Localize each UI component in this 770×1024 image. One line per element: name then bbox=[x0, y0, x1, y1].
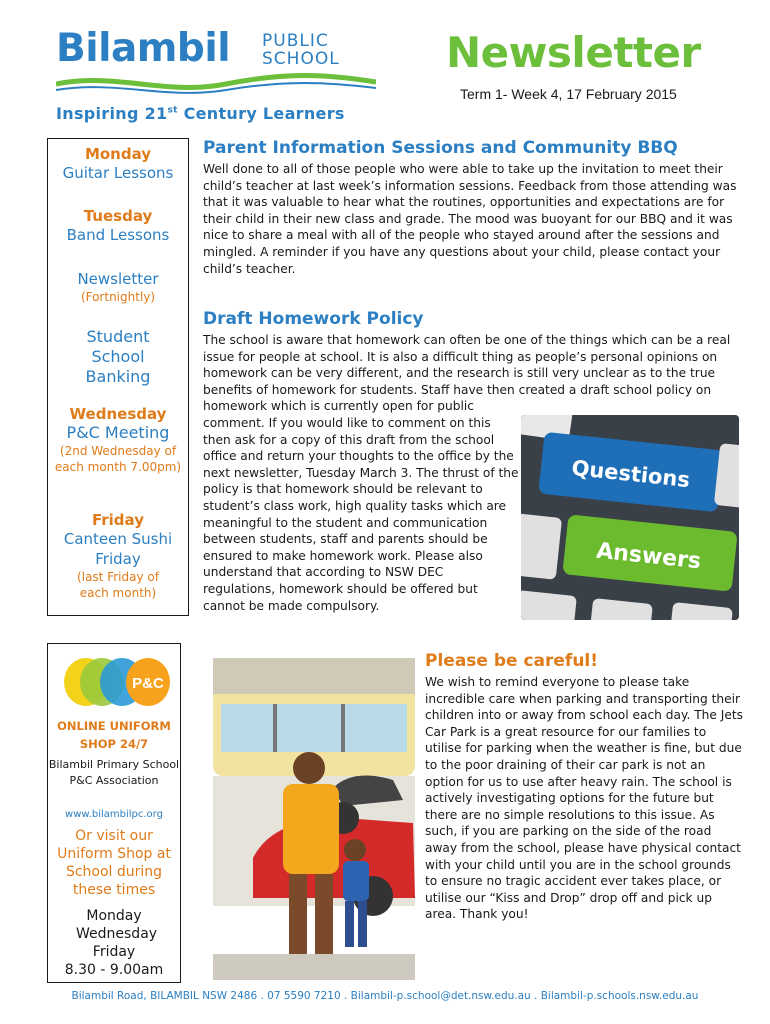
logo-name: Bilambil bbox=[56, 26, 231, 71]
svg-text:Questions: Questions bbox=[570, 455, 692, 493]
keyboard-keys-icon bbox=[521, 415, 739, 620]
svg-text:Answers: Answers bbox=[595, 538, 703, 575]
uniform-website-link[interactable]: www.bilambilpc.org bbox=[65, 809, 163, 820]
newsletter-date: Term 1- Week 4, 17 February 2015 bbox=[460, 86, 677, 102]
article-title-homework: Draft Homework Policy bbox=[203, 309, 424, 329]
uniform-org: Bilambil Primary School P&C Association bbox=[48, 758, 180, 787]
uniform-title: ONLINE UNIFORM SHOP 24/7 bbox=[57, 719, 171, 751]
footer-contact: Bilambil Road, BILAMBIL NSW 2486 . 07 5590 7210 . Bilambil-p.school@det.nsw.edu.au . Bilambil-p.schools.nsw.edu.au bbox=[71, 990, 699, 1002]
uniform-shop-box bbox=[47, 643, 181, 983]
calendar-banking: Student School Banking bbox=[85, 327, 151, 386]
calendar-tuesday: Tuesday Band Lessons bbox=[66, 207, 170, 244]
school-logo bbox=[56, 26, 386, 106]
questions-answers-image bbox=[521, 415, 739, 620]
newsletter-title: Newsletter bbox=[446, 28, 701, 77]
article-body-be-careful: We wish to remind everyone to please take incredible care when parking and transporting their children into or away from school each day. The Jets Car Park is a great resource for our families to utilise for parking when the weather is fine, but due to the poor draining of their car park is not an option for us to use after heavy rain. The school is actively investigating options for the future but there are no simple resolutions to this issue. As such, if you are parking on the side of the road away from the school, please have physical contact with your child until you are in the school grounds to ensure no tragic accident ever takes place, or utilise our “Kiss and Drop” drop off and pick up area. Thank you! bbox=[425, 675, 743, 922]
logo-public: PUBLIC bbox=[262, 31, 329, 51]
logo-school: SCHOOL bbox=[262, 49, 340, 69]
article-title-info-sessions: Parent Information Sessions and Community BBQ bbox=[203, 138, 678, 158]
uniform-visit-text: Or visit our Uniform Shop at School during these times bbox=[57, 828, 171, 898]
calendar-newsletter: Newsletter (Fortnightly) bbox=[77, 270, 159, 304]
pc-logo-icon bbox=[58, 652, 172, 712]
article-body-info-sessions: Well done to all of those people who were able to take up the invitation to meet their child’s teacher at last week’s information sessions. Feedback from those attending was that it was valuable to hear what the routines, opportunities and expectations are for their child in their new class and grade. The mood was buoyant for our BBQ and it was nice to share a meal with all of the people who stayed around after the sessions and mingled. A reminder if you have any questions about your child, please contact your child’s teacher. bbox=[203, 162, 737, 276]
calendar-wednesday: Wednesday P&C Meeting (2nd Wednesday of each month 7.00pm) bbox=[54, 405, 182, 474]
weekly-calendar bbox=[47, 138, 189, 616]
calendar-monday: Monday Guitar Lessons bbox=[62, 145, 174, 182]
svg-text:P&C: P&C bbox=[132, 675, 164, 692]
tagline: Inspiring 21st Century Learners bbox=[56, 104, 345, 123]
parent-child-bus-icon bbox=[213, 648, 415, 980]
car-park-illustration bbox=[213, 648, 415, 980]
article-body-homework-top: The school is aware that homework can often be one of the things which can be a real issue for people at school. It is also a difficult thing as people’s personal opinions on homework can be very different, and the research is still very unclear as to the true benefits of homework for students. Staff have then created a draft school policy on homework which is currently open for public bbox=[203, 333, 731, 414]
calendar-friday: Friday Canteen Sushi Friday (last Friday of each month) bbox=[63, 511, 173, 600]
logo-swoosh-icon bbox=[56, 70, 376, 100]
uniform-days: Monday Wednesday Friday 8.30 - 9.00am bbox=[64, 908, 164, 978]
article-body-homework-wrap: comment. If you would like to comment on this then ask for a copy of this draft from the school office and return your thoughts to the office by the next newsletter, Tuesday March 3. The thrust of the policy is that homework should be relevant to student’s class work, high quality tasks which are meaningful to the student and communication between students, staff and parents should be ensured to make homework work. Please also understand that according to NSW DEC regulations, homework should be offered but cannot be made compulsory. bbox=[203, 416, 519, 613]
article-title-be-careful: Please be careful! bbox=[425, 651, 599, 671]
